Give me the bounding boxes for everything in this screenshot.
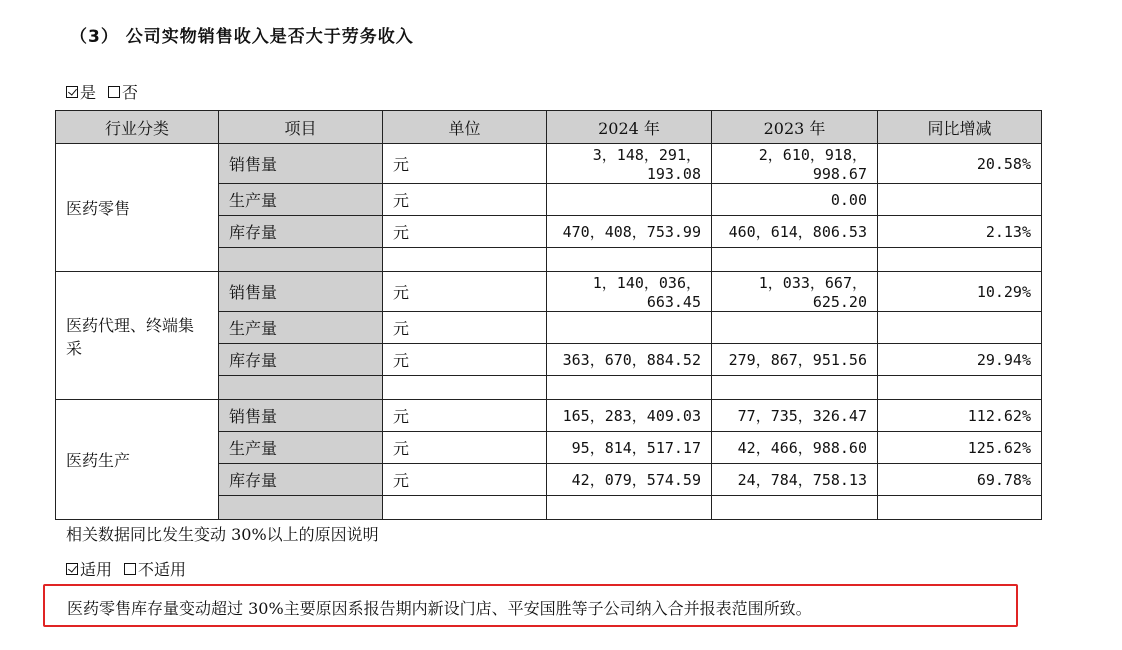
value-2024-cell: [547, 312, 712, 344]
table-row: [56, 144, 1042, 184]
item-cell: 生产量: [219, 184, 383, 216]
table-row: [56, 272, 1042, 312]
checkbox-empty-icon: [108, 86, 120, 98]
checkbox-checked-icon: [66, 563, 78, 575]
value-2024-cell: 165，283，409.03: [547, 400, 712, 432]
change-cell: 125.62%: [878, 432, 1042, 464]
blank-cell: [219, 376, 383, 400]
option-not-applicable-label: 不适用: [138, 560, 187, 579]
value-2024-cell: 95，814，517.17: [547, 432, 712, 464]
blank-cell: [219, 248, 383, 272]
table-row: [56, 400, 1042, 432]
header-unit: 单位: [383, 111, 547, 144]
item-cell: 库存量: [219, 216, 383, 248]
value-2024-cell: 1，140，036，663.45: [547, 272, 712, 312]
blank-cell: [712, 376, 878, 400]
blank-cell: [547, 496, 712, 520]
value-2023-cell: [712, 312, 878, 344]
blank-cell: [878, 496, 1042, 520]
item-cell: 库存量: [219, 464, 383, 496]
option-no: [108, 80, 138, 103]
header-2023: 2023 年: [712, 111, 878, 144]
unit-cell: 元: [383, 216, 547, 248]
table-header-row: [56, 111, 1042, 144]
change-reason-label: 相关数据同比发生变动 30%以上的原因说明: [66, 525, 379, 544]
value-2024-cell: [547, 184, 712, 216]
value-2023-cell: 24，784，758.13: [712, 464, 878, 496]
unit-cell: 元: [383, 184, 547, 216]
option-no-label: 否: [122, 83, 139, 102]
option-not-applicable: [124, 557, 186, 580]
header-industry: 行业分类: [56, 111, 219, 144]
change-cell: 29.94%: [878, 344, 1042, 376]
value-2023-cell: 0.00: [712, 184, 878, 216]
blank-cell: [383, 496, 547, 520]
change-cell: 10.29%: [878, 272, 1042, 312]
value-2023-cell: 2，610，918，998.67: [712, 144, 878, 184]
item-cell: 库存量: [219, 344, 383, 376]
value-2024-cell: 3，148，291，193.08: [547, 144, 712, 184]
unit-cell: 元: [383, 432, 547, 464]
change-cell: [878, 312, 1042, 344]
applicability-choice: [66, 557, 194, 580]
unit-cell: 元: [383, 464, 547, 496]
item-cell: 生产量: [219, 312, 383, 344]
value-2024-cell: 363，670，884.52: [547, 344, 712, 376]
value-2023-cell: 42，466，988.60: [712, 432, 878, 464]
value-2023-cell: 77，735，326.47: [712, 400, 878, 432]
checkbox-empty-icon: [124, 563, 136, 575]
unit-cell: 元: [383, 400, 547, 432]
section-heading: （3） 公司实物销售收入是否大于劳务收入: [70, 27, 414, 47]
industry-cell: 医药零售: [56, 144, 219, 272]
value-2023-cell: 279，867，951.56: [712, 344, 878, 376]
header-change: 同比增减: [878, 111, 1042, 144]
blank-cell: [712, 496, 878, 520]
value-2024-cell: 42，079，574.59: [547, 464, 712, 496]
header-item: 项目: [219, 111, 383, 144]
reason-text: 医药零售库存量变动超过 30%主要原因系报告期内新设门店、平安国胜等子公司纳入合并报表范围所致。: [67, 599, 812, 618]
option-yes: [66, 80, 96, 103]
change-cell: [878, 184, 1042, 216]
sales-type-choice: [66, 80, 146, 103]
unit-cell: 元: [383, 344, 547, 376]
blank-cell: [383, 248, 547, 272]
item-cell: 生产量: [219, 432, 383, 464]
highlighted-reason-box: [43, 584, 1018, 627]
option-applicable-label: 适用: [80, 560, 113, 579]
checkbox-checked-icon: [66, 86, 78, 98]
unit-cell: 元: [383, 144, 547, 184]
value-2024-cell: 470，408，753.99: [547, 216, 712, 248]
change-cell: 69.78%: [878, 464, 1042, 496]
industry-cell: 医药代理、终端集采: [56, 272, 219, 400]
unit-cell: 元: [383, 312, 547, 344]
value-2023-cell: 1，033，667，625.20: [712, 272, 878, 312]
item-cell: 销售量: [219, 144, 383, 184]
value-2023-cell: 460，614，806.53: [712, 216, 878, 248]
blank-cell: [878, 248, 1042, 272]
industry-cell: 医药生产: [56, 400, 219, 520]
blank-cell: [219, 496, 383, 520]
change-cell: 112.62%: [878, 400, 1042, 432]
blank-cell: [712, 248, 878, 272]
blank-cell: [547, 248, 712, 272]
sales-table: [55, 110, 1042, 520]
item-cell: 销售量: [219, 272, 383, 312]
header-2024: 2024 年: [547, 111, 712, 144]
unit-cell: 元: [383, 272, 547, 312]
blank-cell: [878, 376, 1042, 400]
blank-cell: [547, 376, 712, 400]
option-yes-label: 是: [80, 83, 97, 102]
change-cell: 2.13%: [878, 216, 1042, 248]
item-cell: 销售量: [219, 400, 383, 432]
change-cell: 20.58%: [878, 144, 1042, 184]
blank-cell: [383, 376, 547, 400]
option-applicable: [66, 557, 112, 580]
